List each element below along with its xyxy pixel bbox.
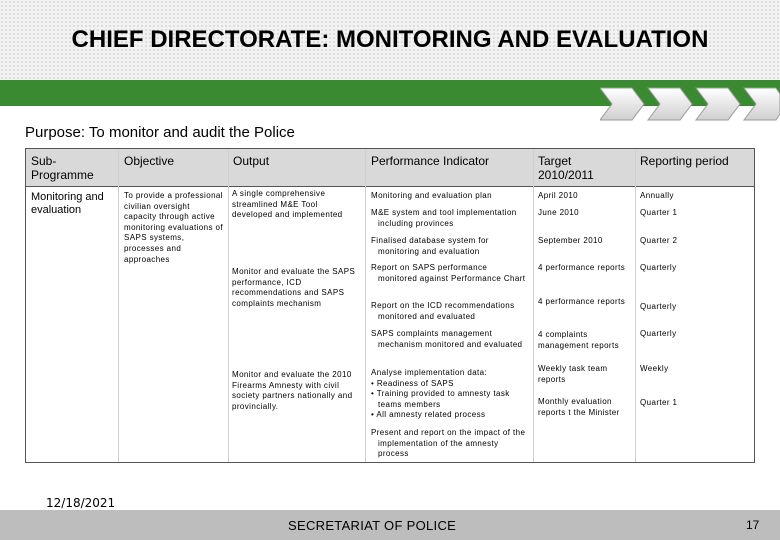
output-cell: A single comprehensive streamlined M&E Tool developed and implemented: [232, 189, 343, 220]
plan-table: [25, 148, 755, 463]
objective-cell: To provide a professional civilian oversight capacity through active monitoring evaluations of SAPS systems, processes and approaches: [124, 191, 223, 264]
target-cell: September 2010: [538, 236, 603, 245]
slide-date: 12/18/2021: [46, 496, 116, 510]
header-output: Output: [233, 154, 270, 168]
column-divider: [533, 149, 534, 462]
period-cell: Annually: [640, 191, 674, 200]
target-cell: 4 complaints management reports: [538, 330, 620, 350]
column-divider: [365, 149, 366, 462]
purpose-statement: Purpose: To monitor and audit the Police: [25, 124, 295, 141]
header-target: Target 2010/2011: [538, 154, 594, 182]
slide-title: CHIEF DIRECTORATE: MONITORING AND EVALUATION: [71, 26, 709, 53]
page-number: 17: [746, 518, 760, 532]
header-reporting-period: Reporting period: [640, 154, 729, 168]
indicator-cell: Present and report on the impact of the implementation of the amnesty process: [371, 428, 526, 459]
indicator-bullet: • All amnesty related process: [371, 410, 529, 421]
target-cell: Monthly evaluation reports t the Minister: [538, 397, 620, 417]
chevron-arrows-icon: [600, 84, 780, 124]
target-cell: 4 performance reports: [538, 263, 626, 272]
period-cell: Weekly: [640, 364, 669, 373]
column-divider: [118, 149, 119, 462]
output-cell: Monitor and evaluate the SAPS performance, ICD recommendations and SAPS complaints mechanism: [232, 267, 356, 308]
target-cell: April 2010: [538, 191, 579, 200]
header-objective: Objective: [124, 154, 175, 168]
indicator-cell: M&E system and tool implementation including provinces: [371, 208, 517, 228]
indicator-bullet: • Training provided to amnesty task teams members: [371, 389, 529, 410]
footer-title: SECRETARIAT OF POLICE: [288, 518, 457, 533]
indicator-cell: Report on SAPS performance monitored against Performance Chart: [371, 263, 526, 283]
period-cell: Quarter 2: [640, 236, 678, 245]
indicator-cell: Report on the ICD recommendations monitored and evaluated: [371, 301, 515, 321]
indicator-cell: Monitoring and evaluation plan: [371, 191, 492, 200]
period-cell: Quarterly: [640, 302, 677, 311]
header-performance-indicator: Performance Indicator: [371, 154, 490, 168]
header-subprogramme: Sub-Programme: [31, 154, 94, 182]
table-header-row: [26, 149, 754, 187]
period-cell: Quarterly: [640, 329, 677, 338]
period-cell: Quarter 1: [640, 398, 678, 407]
target-cell: Weekly task team reports: [538, 364, 608, 384]
column-divider: [635, 149, 636, 462]
target-cell: June 2010: [538, 208, 579, 217]
indicator-cell: SAPS complaints management mechanism monitored and evaluated: [371, 329, 523, 349]
output-cell: Monitor and evaluate the 2010 Firearms Amnesty with civil society partners nationally and provincially.: [232, 370, 353, 411]
period-cell: Quarterly: [640, 263, 677, 272]
target-cell: 4 performance reports: [538, 297, 626, 306]
indicator-bullet: • Readiness of SAPS: [371, 379, 529, 390]
indicator-cell: Analyse implementation data: • Readiness of SAPS • Training provided to amnesty task teams members • All amnesty related process: [371, 368, 529, 421]
period-cell: Quarter 1: [640, 208, 678, 217]
indicator-cell: Finalised database system for monitoring and evaluation: [371, 236, 489, 256]
subprogramme-cell: Monitoring and evaluation: [31, 191, 104, 216]
column-divider: [228, 149, 229, 462]
